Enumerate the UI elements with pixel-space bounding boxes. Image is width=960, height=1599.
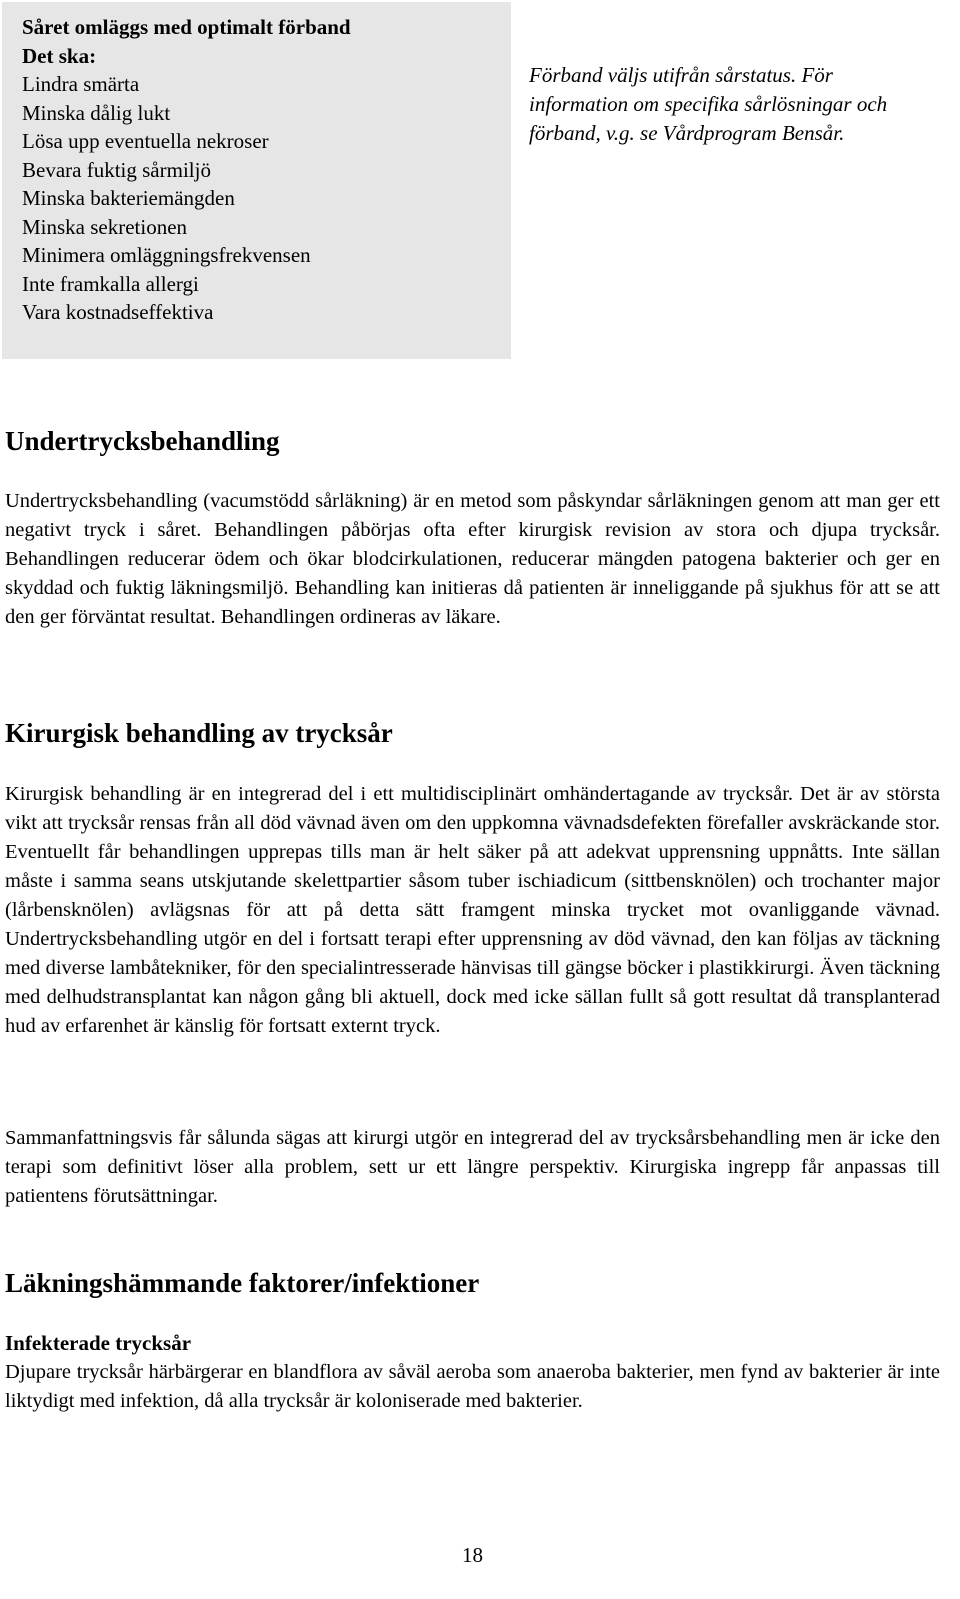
dressing-goals-list <box>22 13 351 327</box>
list-item: Vara kostnadseffektiva <box>22 300 214 324</box>
paragraph-kirurgisk-2: Sammanfattningsvis får sålunda sägas att kirurgi utgör en integrerad del av trycksårsbehandling men är icke den terapi som definitivt löser alla problem, sett ur ett längre perspektiv. Kirurgiska ingrepp får anpassas till patientens förutsättningar. <box>5 1127 940 1207</box>
heading-lakningshammande: Läkningshämmande faktorer/infektioner <box>5 1268 480 1298</box>
box-subtitle: Det ska: <box>22 43 97 68</box>
box-title: Såret omläggs med optimalt förband <box>22 15 351 39</box>
list-item: Minska dålig lukt <box>22 100 171 125</box>
paragraph-infekterade: Djupare trycksår härbärgerar en blandflora av såväl aeroba som anaeroba bakterier, men fynd av bakterier är inte liktydigt med infektion, då alla trycksår är koloniserade med bakterier. <box>5 1361 940 1412</box>
list-item: Bevara fuktig sårmiljö <box>22 157 211 182</box>
heading-undertrycksbehandling: Undertrycksbehandling <box>5 426 280 456</box>
list-item: Minimera omläggningsfrekvensen <box>22 243 311 267</box>
paragraph-undertrycksbehandling: Undertrycksbehandling (vacumstödd sårläkning) är en metod som påskyndar sårläkningen genom att man ger ett negativt tryck i såret. Behandlingen påbörjas ofta efter kirurgisk revision av stora och djupa trycksår. Behandlingen reducerar ödem och ökar blodcirkulationen, reducerar mängden patogena bakterier och ger en skyddad och fuktig läkningsmiljö. Behandling kan initieras då patienten är inneliggande på sjukhus för att se att den ger förväntat resultat. Behandlingen ordineras av läkare. <box>5 490 940 628</box>
list-item: Lösa upp eventuella nekroser <box>22 129 269 153</box>
list-item: Minska bakteriemängden <box>22 186 235 210</box>
page-number: 18 <box>462 1543 483 1567</box>
list-item: Lindra smärta <box>22 72 140 96</box>
list-item: Minska sekretionen <box>22 214 188 239</box>
paragraph-kirurgisk-1: Kirurgisk behandling är en integrerad del i ett multidisciplinärt omhändertagande av trycksår. Det är av största vikt att trycksår rensas från all död vävnad även om den uppkomna vävnadsdefekten förefaller avskräckande stor. Eventuellt får behandlingen upprepas tills man är helt säker på att adekvat upprensning uppnåtts. Inte sällan måste i samma seans utskjutande skelettpartier såsom tuber ischiadicum (sittbensknölen) och trochanter major (lårbensknölen) avlägsnas för att på detta sätt framgent minska trycket mot ovanliggande vävnad. Undertrycksbehandling utgör en del i fortsatt terapi efter upprensning av död vävnad, den kan följas av täckning med diverse lambåtekniker, för den specialintresserade hänvisas till gängse böcker i plastikkirurgi. Även täckning med delhudstransplantat kan någon gång bli aktuell, dock med icke sällan fullt så gott resultat då transplanterad hud av erfarenhet är känslig för fortsatt externt tryck. <box>5 783 940 1037</box>
side-note: Förband väljs utifrån sårstatus. För information om specifika sårlösningar och förband, v.g. se Vårdprogram Bensår. <box>529 63 888 145</box>
list-item: Inte framkalla allergi <box>22 271 199 296</box>
wound-dressing-box <box>2 2 511 359</box>
heading-kirurgisk-behandling: Kirurgisk behandling av trycksår <box>5 718 393 748</box>
subheading-infekterade: Infekterade trycksår <box>5 1331 192 1355</box>
